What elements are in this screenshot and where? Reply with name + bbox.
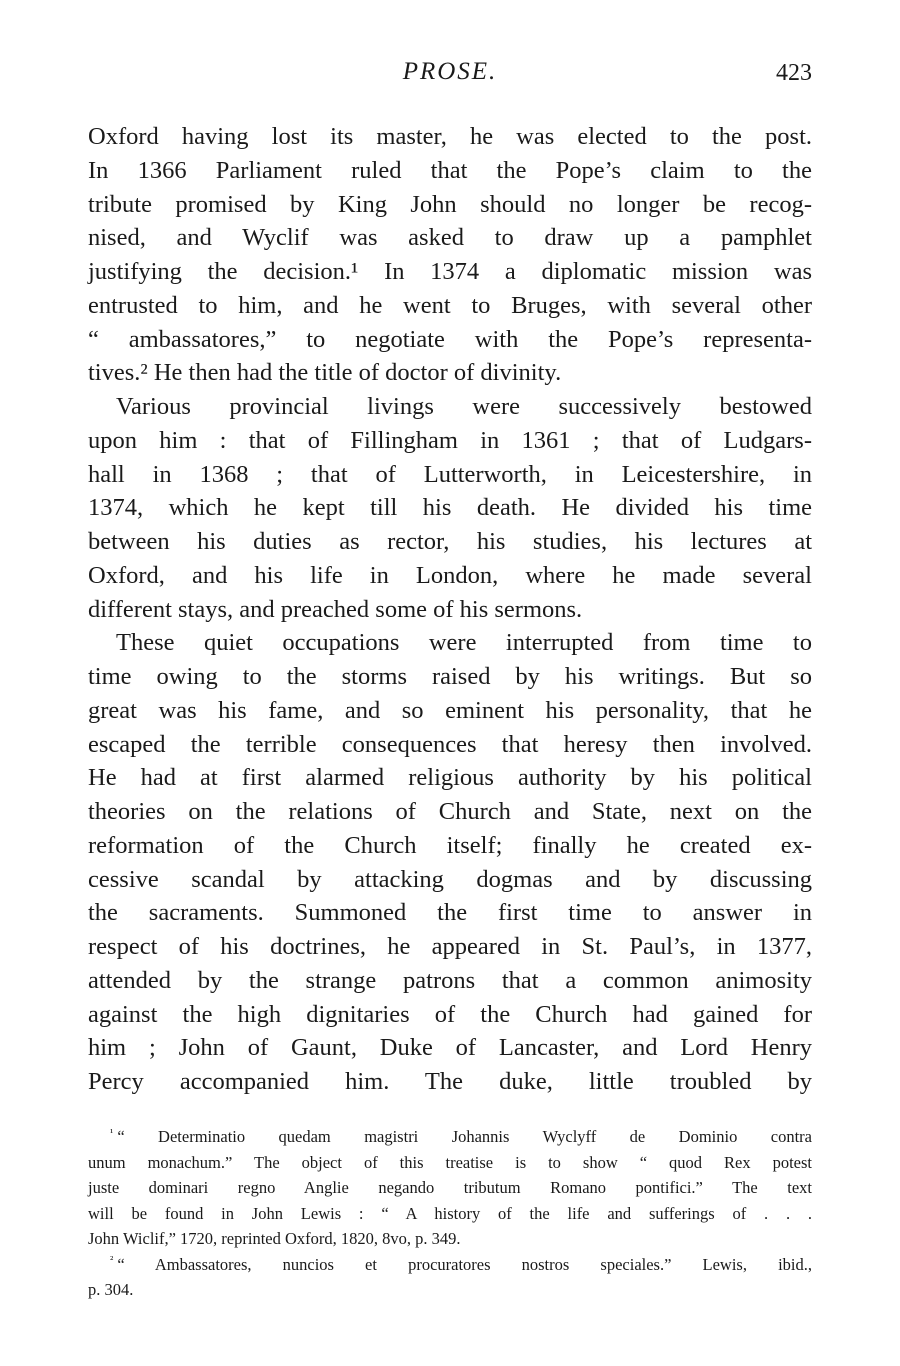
text-line: time owing to the storms raised by his writings. But so bbox=[88, 663, 812, 690]
footnote-marker: ¹ bbox=[110, 1126, 114, 1139]
text-line: against the high dignitaries of the Church had gained for bbox=[88, 1000, 812, 1028]
text-line: Various provincial livings were successively bestowed bbox=[116, 393, 812, 420]
text-line: “ ambassatores,” to negotiate with the Pope’s representa- bbox=[88, 325, 812, 353]
text-line: Oxford having lost its master, he was elected to the post. bbox=[88, 123, 812, 150]
text-line: upon him : that of Fillingham in 1361 ; that of Ludgars- bbox=[88, 426, 812, 454]
text-line: respect of his doctrines, he appeared in St. Paul’s, in 1377, bbox=[88, 933, 812, 960]
footnote-line: juste dominari regno Anglie negando tributum Romano pontifici.” The text bbox=[88, 1178, 812, 1197]
text-line: In 1366 Parliament ruled that the Pope’s claim to the bbox=[88, 156, 812, 184]
text-line: reformation of the Church itself; finally he created ex- bbox=[88, 831, 812, 859]
text-line: escaped the terrible consequences that heresy then involved. bbox=[88, 730, 812, 758]
text-line: attended by the strange patrons that a common animosity bbox=[88, 966, 812, 994]
footnote-2-first-line bbox=[88, 1252, 812, 1278]
text-line: cessive scandal by attacking dogmas and by discussing bbox=[88, 865, 812, 893]
page-number: 423 bbox=[776, 60, 812, 86]
footnote-line: will be found in John Lewis : “ A history of the life and sufferings of . . . bbox=[88, 1203, 812, 1223]
text-line: nised, and Wyclif was asked to draw up a pamphlet bbox=[88, 224, 812, 252]
footnote-line: unum monachum.” The object of this treatise is to show “ quod Rex potest bbox=[88, 1152, 812, 1172]
running-title: PROSE. bbox=[402, 58, 498, 85]
body-text bbox=[88, 120, 812, 1099]
footnote-marker: ² bbox=[110, 1254, 114, 1266]
text-line: justifying the decision.¹ In 1374 a diplomatic mission was bbox=[88, 258, 812, 285]
footnote-line: p. 304. bbox=[88, 1280, 134, 1299]
text-line: different stays, and preached some of his sermons. bbox=[88, 595, 583, 623]
footnotes bbox=[88, 1124, 812, 1303]
text-line: These quiet occupations were interrupted from time to bbox=[116, 629, 812, 657]
text-line: hall in 1368 ; that of Lutterworth, in Leicestershire, in bbox=[88, 460, 812, 488]
footnote-text: “ Ambassatores, nuncios et procuratores nostros speciales.” Lewis, ibid., bbox=[117, 1254, 812, 1274]
text-line: He had at first alarmed religious authority by his political bbox=[88, 764, 812, 792]
footnote-1-first-line bbox=[88, 1124, 812, 1150]
text-line: theories on the relations of Church and State, next on the bbox=[88, 798, 812, 825]
footnote-line: John Wiclif,” 1720, reprinted Oxford, 1820, 8vo, p. 349. bbox=[88, 1229, 461, 1248]
footnote-text: “ Determinatio quedam magistri Johannis Wyclyff de Dominio contra bbox=[117, 1127, 812, 1146]
text-line: entrusted to him, and he went to Bruges, with several other bbox=[88, 291, 812, 319]
text-line: tives.² He then had the title of doctor of divinity. bbox=[88, 359, 562, 387]
text-line: between his duties as rector, his studies, his lectures at bbox=[88, 528, 812, 555]
text-line: the sacraments. Summoned the first time to answer in bbox=[88, 899, 812, 927]
text-line: Oxford, and his life in London, where he made several bbox=[88, 561, 812, 589]
text-line: Percy accompanied him. The duke, little troubled by bbox=[88, 1068, 812, 1095]
running-head bbox=[88, 58, 812, 98]
text-line: tribute promised by King John should no longer be recog- bbox=[88, 190, 812, 218]
text-line: 1374, which he kept till his death. He divided his time bbox=[88, 494, 812, 522]
text-line: him ; John of Gaunt, Duke of Lancaster, and Lord Henry bbox=[88, 1034, 812, 1062]
text-line: great was his fame, and so eminent his personality, that he bbox=[88, 696, 812, 724]
